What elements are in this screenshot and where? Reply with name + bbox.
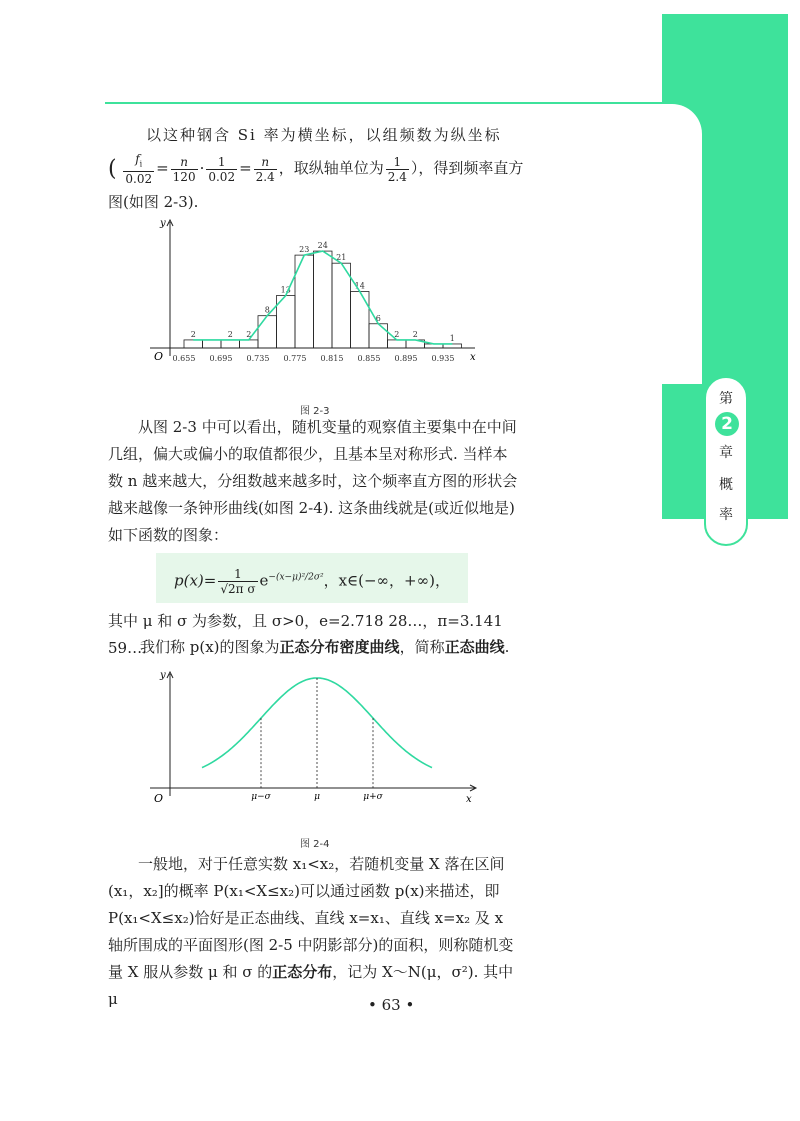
bar-value-label: 2 [246, 329, 252, 339]
histogram-bar [221, 340, 240, 348]
x-tick-label: 0.775 [283, 354, 307, 363]
header-rule [105, 102, 663, 104]
histogram-bar [203, 340, 222, 348]
para2: 从图 2-3 中可以看出，随机变量的观察值主要集中在中间几组，偏大或偏小的取值都很少，且基本呈对称形式. 当样本数 n 越来越大，分组数越来越多时，这个频率直方图的形状会越来越像一条钟形曲线(如图 2-4). 这条曲线就是(或近似地是)如下函数的图象： [108, 418, 518, 544]
para4: 我们称 p(x)的图象为正态分布密度曲线，简称正态曲线. [140, 638, 510, 656]
frac-one: $\frac{1}{0.02}$ [208, 154, 236, 184]
para1-line1: 以这种钢含 Si 率为横坐标，以组频数为纵坐标 [146, 126, 502, 144]
x-tick-label: μ [314, 792, 320, 802]
bar-value-label: 2 [394, 329, 400, 339]
chapter-number: 2 [715, 412, 739, 436]
origin-label: O [154, 350, 164, 363]
histogram-bar [240, 340, 259, 348]
fig2-caption: 图 2-4 [300, 839, 330, 850]
histogram-bar [388, 340, 407, 348]
frac-ni: $\frac{n}{120}$ [172, 154, 196, 184]
x-axis-label: x [466, 794, 472, 805]
x-tick-label: μ−σ [251, 792, 271, 802]
bar-value-label: 2 [190, 329, 196, 339]
x-tick-label: 0.695 [209, 354, 233, 363]
bar-value-label: 2 [227, 329, 233, 339]
origin-label: O [154, 792, 164, 805]
chapter-di: 第 [719, 391, 733, 407]
histogram-bar [369, 324, 388, 348]
x-tick-label: 0.935 [431, 354, 455, 363]
formula: p(x)= $\frac{1}{\text{√2π σ}}$ $e^{-(x-\mu)^2/2\sigma^2}$，x∈(−∞，+∞)， [174, 567, 450, 596]
bar-value-label: 6 [375, 313, 381, 323]
para3: 其中 μ 和 σ 为参数，且 σ>0，e=2.718 28…，π=3.141 59…. [108, 612, 503, 657]
histogram-bar [332, 263, 351, 348]
page-corner [662, 104, 702, 384]
x-tick-label: 0.815 [320, 354, 344, 363]
frac-ni-2: $\frac{n}{2.4}$ [255, 154, 275, 184]
formula-frac: $\frac{1}{\text{√2π σ}}$ [220, 567, 256, 596]
bar-value-label: 1 [449, 333, 455, 343]
chapter-tab[interactable] [704, 376, 748, 546]
para1-line2: ( $\frac{f_i}{0.02}$ = $\frac{n}{120}$ · $\frac{1}{0.02}$ = $\frac{n}{2.4}$ ，取纵轴单位为 $\frac{1}{2.4}$ ），得到频率直方 [108, 152, 524, 187]
bar-value-label: 8 [264, 305, 270, 315]
histogram-figure [140, 214, 485, 374]
bar-value-label: 2 [412, 329, 418, 339]
frac-unit: $\frac{1}{2.4}$ [387, 154, 407, 184]
x-tick-label: μ+σ [363, 792, 383, 802]
x-axis-label: x [470, 352, 476, 363]
page-number: • 63 • [368, 996, 415, 1014]
para5: 一般地，对于任意实数 x₁<x₂，若随机变量 X 落在区间(x₁，x₂]的概率 P(x₁<X≤x₂)可以通过函数 p(x)来描述，即P(x₁<X≤x₂)恰好是正态曲线、直线 x=x₁、直线 x=x₂ 及 x轴所围成的平面图形(图 2-5 中阴影部分)的面积，则称随机变量 X 服从参数 μ 和 σ 的正态分布，记为 X～N(μ，σ²). 其中 μ [108, 855, 514, 1008]
x-tick-label: 0.655 [172, 354, 196, 363]
chapter-title-2: 率 [719, 507, 733, 523]
term-density-curve: 正态分布密度曲线 [279, 638, 400, 656]
histogram-bar [351, 291, 370, 348]
frac-fi: $\frac{f_i}{0.02}$ [125, 152, 153, 187]
chapter-zhang: 章 [719, 445, 733, 461]
normal-curve-figure [140, 668, 485, 818]
histogram-bar [184, 340, 203, 348]
bar-value-label: 13 [280, 285, 291, 295]
x-tick-label: 0.855 [357, 354, 381, 363]
x-tick-label: 0.895 [394, 354, 418, 363]
para1-line3: 图(如图 2-3). [108, 193, 199, 211]
bar-value-label: 23 [299, 245, 310, 255]
bar-value-label: 24 [317, 241, 328, 251]
y-axis-label: y [160, 218, 166, 229]
term-normal-curve: 正态曲线 [444, 638, 505, 656]
y-axis-label: y [160, 670, 166, 681]
bar-value-label: 21 [336, 253, 347, 263]
term-normal-distribution: 正态分布 [272, 963, 333, 981]
x-tick-label: 0.735 [246, 354, 270, 363]
histogram-bar [258, 316, 277, 348]
fig1-caption: 图 2-3 [300, 406, 330, 417]
chapter-title-1: 概 [719, 477, 733, 493]
bar-value-label: 14 [354, 281, 365, 291]
histogram-bar [314, 251, 333, 348]
formula-box [156, 553, 468, 603]
